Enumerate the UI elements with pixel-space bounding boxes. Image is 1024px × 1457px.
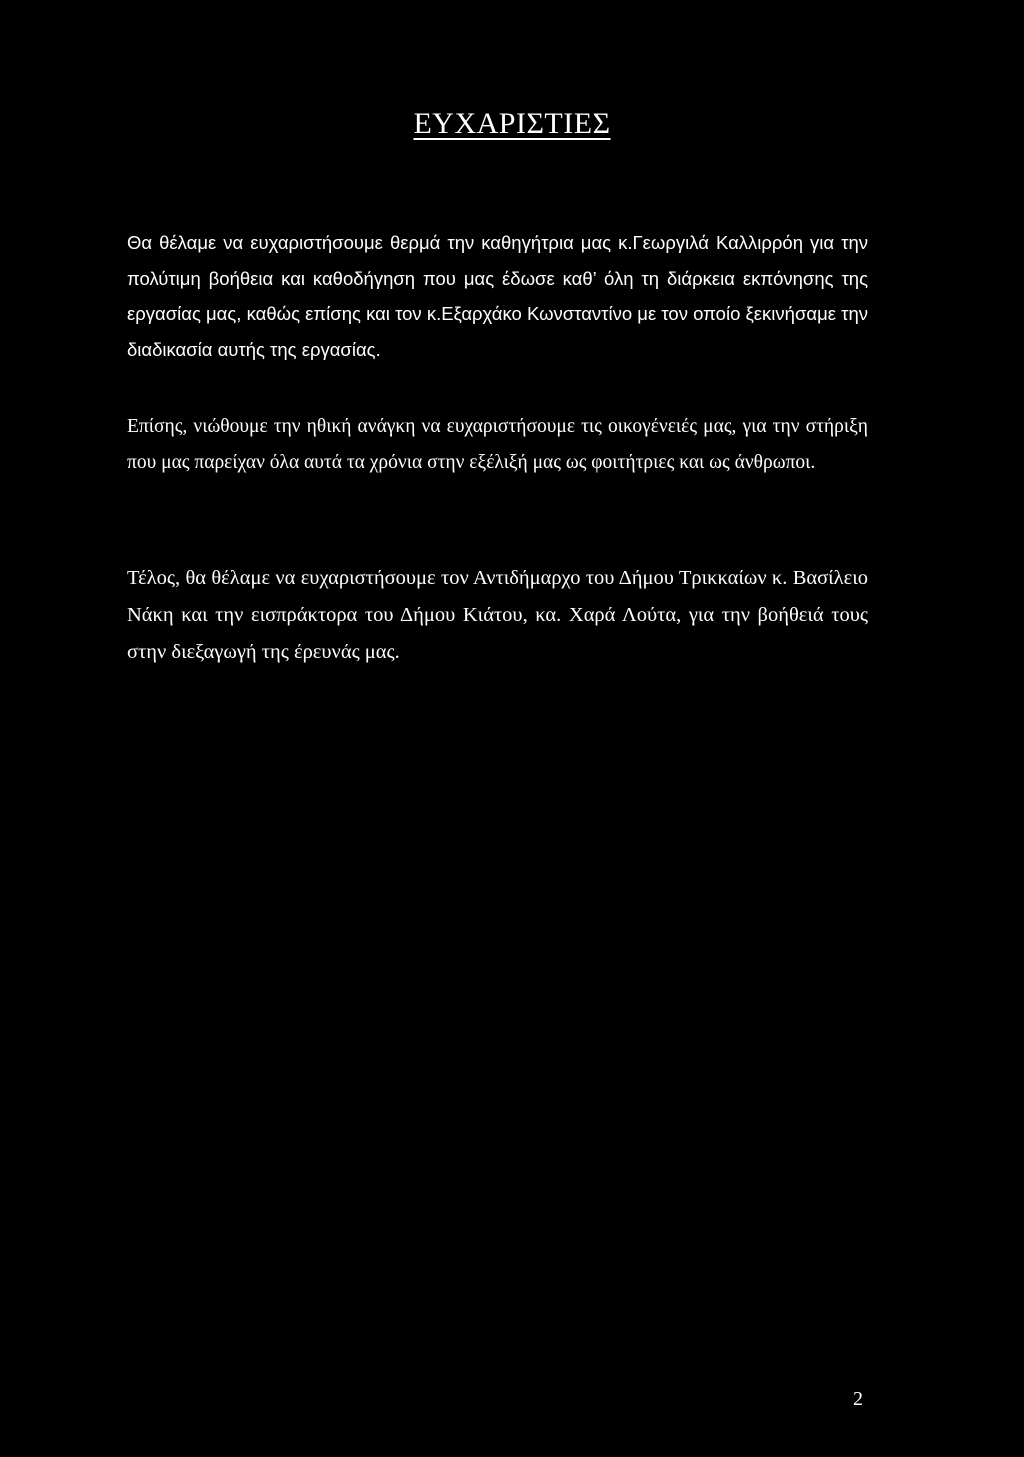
acknowledgment-paragraph-2: Επίσης, νιώθουμε την ηθική ανάγκη να ευχαριστήσουμε τις οικογένειές μας, για την στήριξη που μας παρείχαν όλα αυτά τα χρόνια στην εξέλιξή μας ως φοιτήτριες και ως άνθρωποι.: [127, 416, 868, 473]
acknowledgment-paragraph-3: Τέλος, θα θέλαμε να ευχαριστήσουμε τον Αντιδήμαρχο του Δήμου Τρικκαίων κ. Βασίλειο Νάκη και την εισπράκτορα του Δήμου Κιάτου, κα. Χαρά Λούτα, για την βοήθειά τους στην διεξαγωγή της έρευνάς μας.: [127, 567, 868, 663]
page-number: 2: [853, 1388, 863, 1410]
page-title: ΕΥΧΑΡΙΣΤΙΕΣ: [413, 107, 611, 140]
acknowledgment-paragraph-1: Θα θέλαμε να ευχαριστήσουμε θερμά την καθηγήτρια μας κ.Γεωργιλά Καλλιρρόη για την πολύτιμη βοήθεια και καθοδήγηση που μας έδωσε καθ’ όλη τη διάρκεια εκπόνησης της εργασίας μας, καθώς επίσης και τον κ.Εξαρχάκο Κωνσταντίνο με τον οποίο ξεκινήσαμε την διαδικασία αυτής της εργασίας.: [127, 232, 868, 360]
